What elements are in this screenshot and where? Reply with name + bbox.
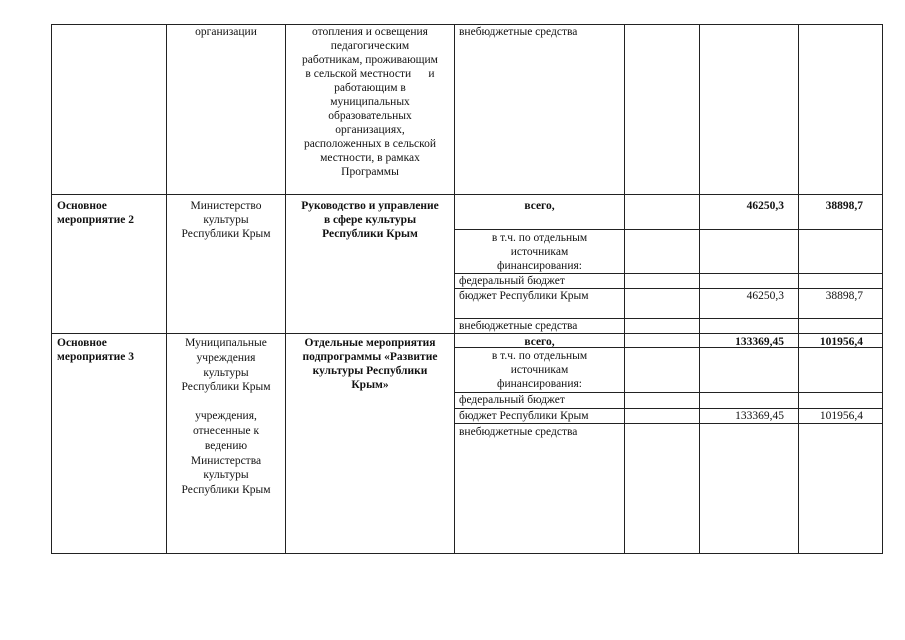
- row2-extra: внебюджетные средства: [459, 320, 578, 332]
- row3-activity-line: подпрограммы «Развитие: [302, 351, 438, 363]
- row1-activity-line: работникам, проживающим: [302, 54, 438, 66]
- row1-activity-line: Программы: [341, 166, 399, 178]
- row1-source: внебюджетные средства: [459, 26, 578, 38]
- row1-activity-line: в сельской местности и: [305, 68, 435, 80]
- row3-executor-line: [167, 395, 285, 409]
- row3-activity-line: Крым»: [351, 379, 389, 391]
- row2-incl-line: источникам: [510, 246, 569, 258]
- row2-name-line: Основное: [57, 200, 107, 212]
- row3-name-line: мероприятие 3: [57, 351, 134, 363]
- row1-activity-line: местности, в рамках: [320, 152, 420, 164]
- row2-total-label: всего,: [524, 200, 555, 212]
- row2-activity-line: в сфере культуры: [323, 214, 417, 226]
- row3-total-label: всего,: [524, 336, 555, 348]
- row3-activity-line: Отдельные мероприятия: [304, 337, 436, 349]
- row2-name-line: мероприятие 2: [57, 214, 134, 226]
- row3-incl-line: в т.ч. по отдельным: [491, 350, 588, 362]
- row3-executor-line: ведению: [204, 439, 248, 452]
- row1-activity: [286, 25, 454, 179]
- row2-incl-line: в т.ч. по отдельным: [491, 232, 588, 244]
- row2-republic-value-2: 38898,7: [825, 290, 863, 302]
- row3-republic-value-2: 101956,4: [819, 410, 863, 422]
- row1-activity-line: образовательных: [328, 110, 412, 122]
- row3-executor-line: Республики Крым: [181, 484, 271, 497]
- row1-activity-line: педагогическим: [330, 40, 410, 52]
- row2-total-value-1: 46250,3: [746, 200, 784, 212]
- row2-federal: федеральный бюджет: [459, 275, 565, 287]
- row3-federal: федеральный бюджет: [459, 394, 565, 406]
- row3-extra: внебюджетные средства: [459, 426, 578, 438]
- row1-activity-line: отопления и освещения: [312, 26, 428, 38]
- row3-executor-line: культуры: [203, 469, 249, 482]
- row2-republic: бюджет Республики Крым: [459, 290, 589, 302]
- row2-republic-value-1: 46250,3: [746, 290, 784, 302]
- row2-executor-line: Министерство: [190, 200, 262, 212]
- row2-incl: [455, 231, 624, 273]
- row3-executor-line: учреждения: [196, 351, 256, 364]
- row3-executor-line: культуры: [203, 366, 249, 379]
- row3-executor-line: Муниципальные: [185, 337, 267, 349]
- row1-executor: организации: [195, 26, 257, 38]
- row3-executor-line: отнесенные к: [192, 424, 260, 437]
- row3-name-line: Основное: [57, 337, 107, 349]
- row3-executor-line: Республики Крым: [181, 381, 271, 394]
- row3-executor-line: учреждения,: [195, 410, 257, 423]
- row2-total-value-2: 38898,7: [825, 200, 863, 212]
- row3-incl-line: финансирования:: [497, 378, 582, 390]
- row1-activity-line: муниципальных: [330, 96, 410, 108]
- row3-activity-line: культуры Республики: [312, 365, 428, 377]
- row1-activity-line: расположенных в сельской: [303, 138, 437, 150]
- row1-activity-line: организациях,: [335, 124, 405, 136]
- row3-republic-value-1: 133369,45: [735, 410, 784, 422]
- row2-activity-line: Руководство и управление: [301, 200, 439, 212]
- row2-activity-line: Республики Крым: [322, 228, 418, 240]
- row2-executor-line: Республики Крым: [181, 228, 271, 240]
- row3-incl: [455, 349, 624, 391]
- row3-activity: [286, 336, 454, 392]
- row3-total-value-2: 101956,4: [819, 336, 863, 348]
- row3-executor-line: Министерства: [190, 454, 262, 467]
- row2-executor: [167, 199, 285, 241]
- row2-incl-line: финансирования:: [497, 260, 582, 272]
- row3-name: [57, 336, 134, 364]
- row2-name: [57, 199, 134, 227]
- row2-activity: [286, 199, 454, 241]
- row3-republic: бюджет Республики Крым: [459, 410, 589, 422]
- row1-activity-line: работающим в: [334, 82, 406, 94]
- row3-incl-line: источникам: [510, 364, 569, 376]
- row2-executor-line: культуры: [203, 214, 249, 226]
- row3-total-value-1: 133369,45: [735, 336, 784, 348]
- row3-executor: [167, 336, 285, 498]
